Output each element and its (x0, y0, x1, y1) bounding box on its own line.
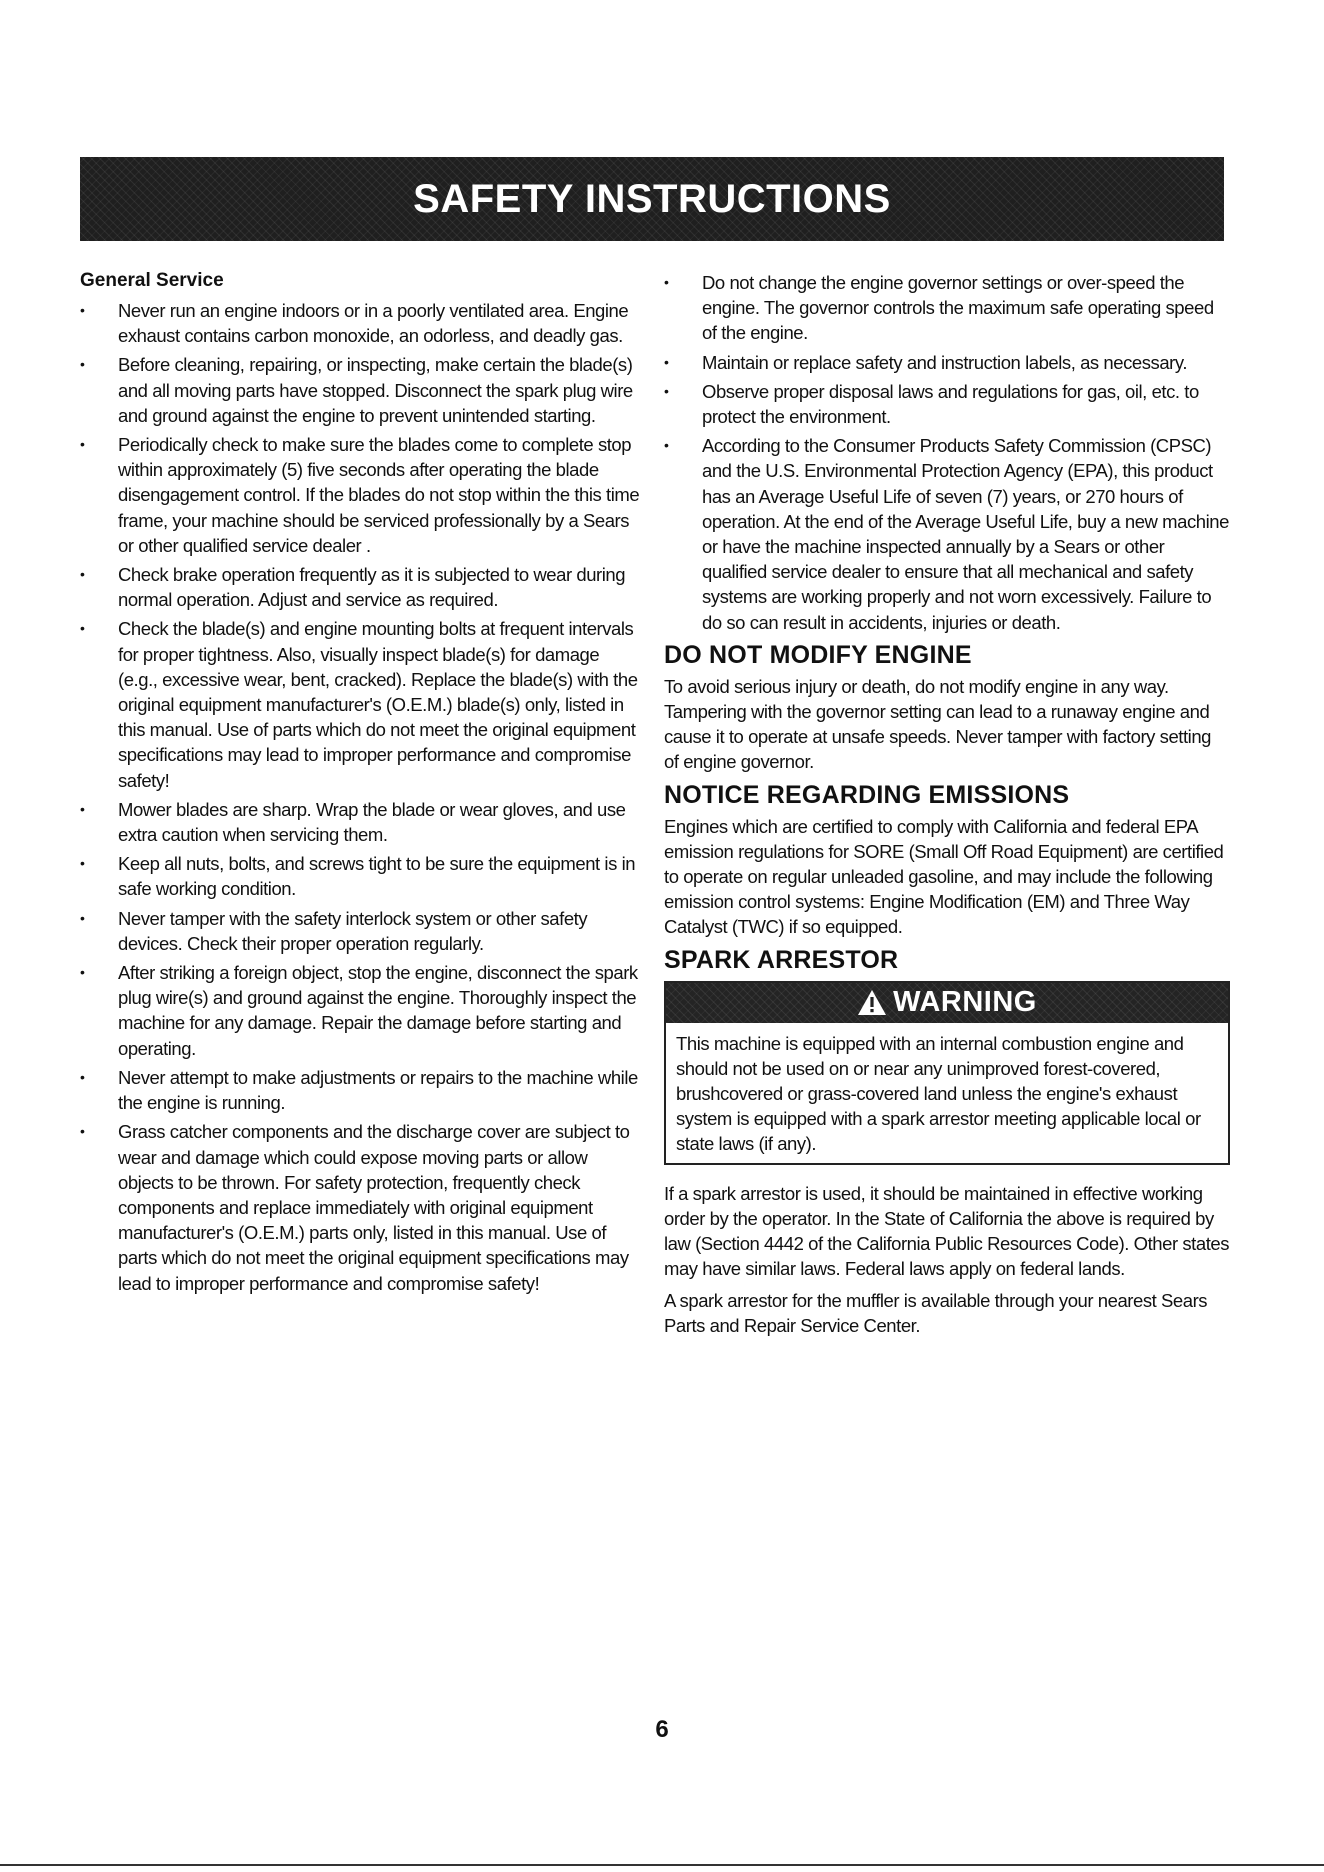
list-item: • According to the Consumer Products Safety Commission (CPSC) and the U.S. Environmental Protection Agency (EPA), this product has an Average Useful Life of seven (7) years, or 270 hours of operation. At the end of the Average Useful Life, buy a new machine or have the machine inspected annually by a Sears or other qualified service dealer to ensure that all mechanical and safety systems are working properly and not worn excessively. Failure to do so can result in accidents, injuries or death. (664, 433, 1230, 635)
modify-engine-text: To avoid serious injury or death, do not modify engine in any way. Tampering with the governor setting can lead to a runaway engine and cause it to operate at unsafe speeds. Never tamper with factory setting of engine governor. (664, 675, 1211, 773)
bottom-rule (0, 1864, 1324, 1866)
list-item: • Maintain or replace safety and instruction labels, as necessary. (664, 350, 1230, 375)
list-item: • Never attempt to make adjustments or repairs to the machine while the engine is running. (80, 1065, 640, 1115)
list-item: • Keep all nuts, bolts, and screws tight to be sure the equipment is in safe working condition. (80, 851, 640, 901)
page-title: SAFETY INSTRUCTIONS (413, 176, 891, 221)
list-item: • After striking a foreign object, stop the engine, disconnect the spark plug wire(s) and ground against the engine. Thoroughly inspect the machine for any damage. Repair the damage before starting and operating. (80, 960, 640, 1061)
list-item: • Grass catcher components and the discharge cover are subject to wear and damage which could expose moving parts or allow objects to be thrown. For safety protection, frequently check components and replace immediately with original equipment manufacturer's (O.E.M.) parts only, listed in this manual. Use of parts which do not meet the original equipment specifications may lead to improper performance and compromise safety! (80, 1119, 640, 1295)
modify-engine-heading: DO NOT MODIFY ENGINE (664, 640, 972, 669)
list-item: • Never tamper with the safety interlock system or other safety devices. Check their proper operation regularly. (80, 906, 640, 956)
left-column (80, 270, 640, 1300)
right-column (664, 270, 1230, 1344)
page-number: 6 (655, 1716, 669, 1743)
spark-arrestor-heading: SPARK ARRESTOR (664, 945, 899, 974)
list-item: • Observe proper disposal laws and regulations for gas, oil, etc. to protect the environment. (664, 379, 1230, 429)
warning-box (664, 981, 1230, 1165)
list-item: • Never run an engine indoors or in a poorly ventilated area. Engine exhaust contains carbon monoxide, an odorless, and deadly gas. (80, 298, 640, 348)
list-item: • Check brake operation frequently as it is subjected to wear during normal operation. Adjust and service as required. (80, 562, 640, 612)
spark-arrestor-text-1: If a spark arrestor is used, it should be maintained in effective working order by the operator. In the State of California the above is required by law (Section 4442 of the California Public Resources Code). Other states may have similar laws. Federal laws apply on federal lands. (664, 1182, 1230, 1280)
list-item: • Do not change the engine governor settings or over-speed the engine. The governor controls the maximum safe operating speed of the engine. (664, 270, 1230, 346)
title-banner (80, 157, 1224, 241)
warning-triangle-icon (857, 989, 887, 1016)
general-service-heading: General Service (80, 270, 224, 291)
warning-header (666, 983, 1228, 1023)
list-item: • Mower blades are sharp. Wrap the blade or wear gloves, and use extra caution when servicing them. (80, 797, 640, 847)
warning-text: This machine is equipped with an internal combustion engine and should not be used on or near any unimproved forest-covered, brushcovered or grass-covered land unless the engine's exhaust system is equipped with a spark arrestor meeting applicable local or state laws (if any). (676, 1032, 1201, 1155)
general-service-list (80, 298, 640, 1296)
warning-title: WARNING (893, 986, 1037, 1019)
right-bullet-list (664, 270, 1230, 635)
emissions-text: Engines which are certified to comply with California and federal EPA emission regulations for SORE (Small Off Road Equipment) are certified to operate on regular unleaded gasoline, and may include the following emission control systems: Engine Modification (EM) and Three Way Catalyst (TWC) if so equipped. (664, 815, 1224, 938)
list-item: • Check the blade(s) and engine mounting bolts at frequent intervals for proper tightness. Also, visually inspect blade(s) for damage (e.g., excessive wear, bent, cracked). Replace the blade(s) with the original equipment manufacturer's (O.E.M.) blade(s) only, listed in this manual. Use of parts which do not meet the original equipment specifications may lead to improper performance and compromise safety! (80, 616, 640, 792)
spark-arrestor-text-2: A spark arrestor for the muffler is available through your nearest Sears Parts and Repair Service Center. (664, 1289, 1208, 1336)
list-item: • Before cleaning, repairing, or inspecting, make certain the blade(s) and all moving parts have stopped. Disconnect the spark plug wire and ground against the engine to prevent unintended starting. (80, 352, 640, 428)
emissions-heading: NOTICE REGARDING EMISSIONS (664, 780, 1070, 809)
list-item: • Periodically check to make sure the blades come to complete stop within approximately (5) five seconds after operating the blade disengagement control. If the blades do not stop within the this time frame, your machine should be serviced professionally by a Sears or other qualified service dealer . (80, 432, 640, 558)
